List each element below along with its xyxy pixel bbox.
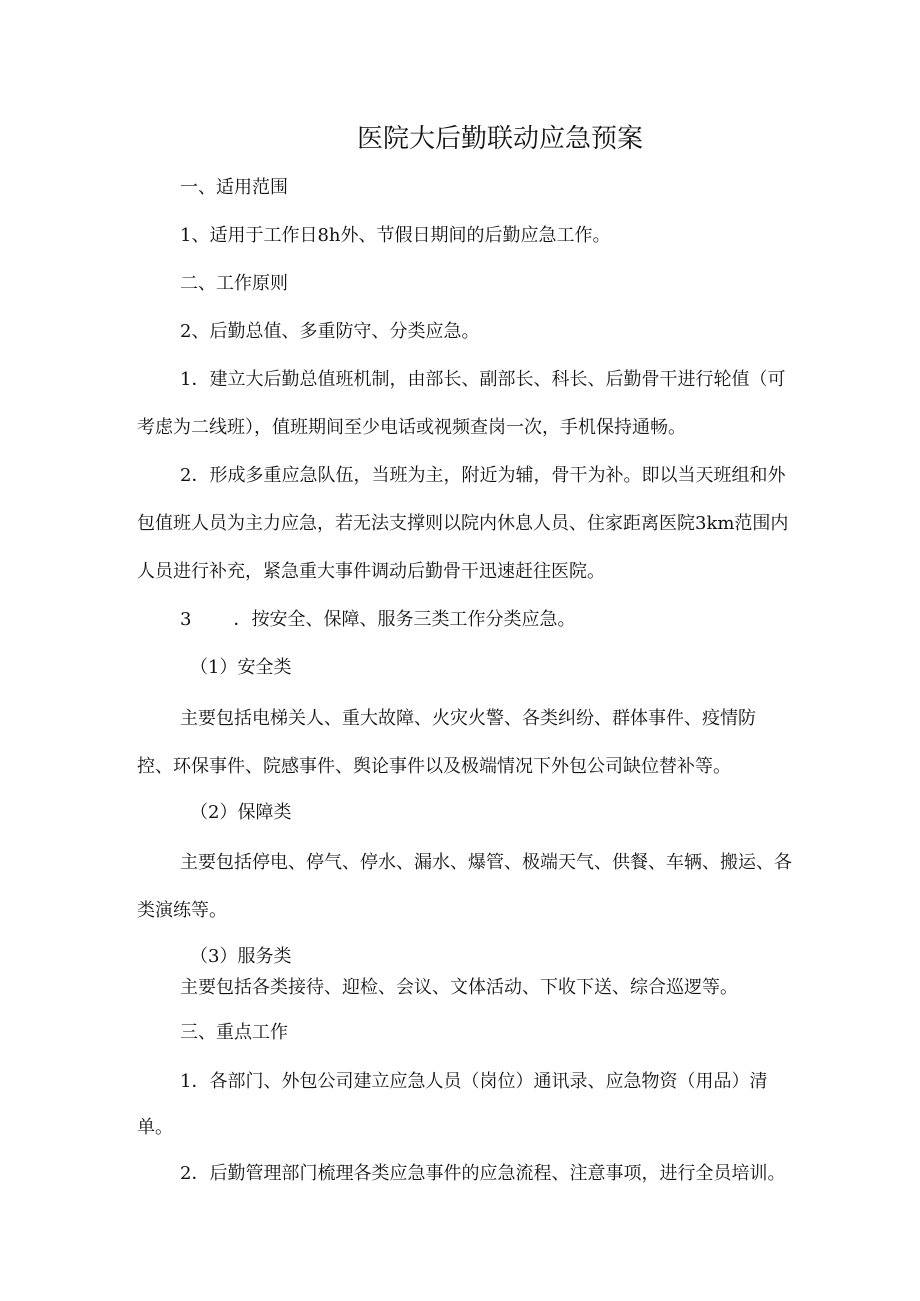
category-support-line-1: 主要包括停电、停气、停水、漏水、爆管、极端天气、供餐、车辆、搬运、各 bbox=[180, 852, 792, 873]
category-service-line-1: 主要包括各类接待、迎检、会议、文体活动、下收下送、综合巡逻等。 bbox=[180, 977, 738, 998]
principle-item-3 bbox=[180, 608, 575, 632]
key-work-item-1-line-2: 单。 bbox=[137, 1117, 173, 1138]
category-heading-service: （3）服务类 bbox=[190, 946, 292, 967]
document-title: 医院大后勤联动应急预案 bbox=[356, 124, 643, 154]
principle-item-1-line-2: 考虑为二线班），值班期间至少电话或视频查岗一次，手机保持通畅。 bbox=[137, 417, 686, 438]
section-heading-principles: 二、工作原则 bbox=[180, 273, 288, 294]
key-work-item-1-line-1: 1．各部门、外包公司建立应急人员（岗位）通讯录、应急物资（用品）清 bbox=[180, 1071, 768, 1092]
section-heading-scope: 一、适用范围 bbox=[180, 177, 288, 198]
principle-item-3-number: 3 bbox=[180, 609, 192, 630]
principles-summary: 2、后勤总值、多重防守、分类应急。 bbox=[180, 321, 480, 342]
category-heading-safety: （1）安全类 bbox=[190, 657, 292, 678]
scope-paragraph: 1、适用于工作日8h外、节假日期间的后勤应急工作。 bbox=[180, 225, 611, 246]
principle-item-2-line-1: 2．形成多重应急队伍，当班为主，附近为辅，骨干为补。即以当天班组和外 bbox=[180, 465, 786, 486]
key-work-item-2-line-1: 2．后勤管理部门梳理各类应急事件的应急流程、注意事项，进行全员培训。 bbox=[180, 1163, 786, 1184]
category-heading-support: （2）保障类 bbox=[190, 802, 292, 823]
principle-item-3-text: ．按安全、保障、服务三类工作分类应急。 bbox=[233, 609, 576, 630]
section-heading-key-work: 三、重点工作 bbox=[180, 1022, 288, 1043]
category-support-line-2: 类演练等。 bbox=[137, 900, 227, 921]
category-safety-line-1: 主要包括电梯关人、重大故障、火灾火警、各类纠纷、群体事件、疫情防 bbox=[180, 708, 756, 729]
principle-item-2-line-3: 人员进行补充，紧急重大事件调动后勤骨干迅速赶往医院。 bbox=[137, 561, 605, 582]
category-safety-line-2: 控、环保事件、院感事件、舆论事件以及极端情况下外包公司缺位替补等。 bbox=[137, 756, 731, 777]
principle-item-2-line-2: 包值班人员为主力应急，若无法支撑则以院内休息人员、住家距离医院3km范围内 bbox=[137, 513, 789, 534]
principle-item-1-line-1: 1．建立大后勤总值班机制，由部长、副部长、科长、后勤骨干进行轮值（可 bbox=[180, 369, 786, 390]
